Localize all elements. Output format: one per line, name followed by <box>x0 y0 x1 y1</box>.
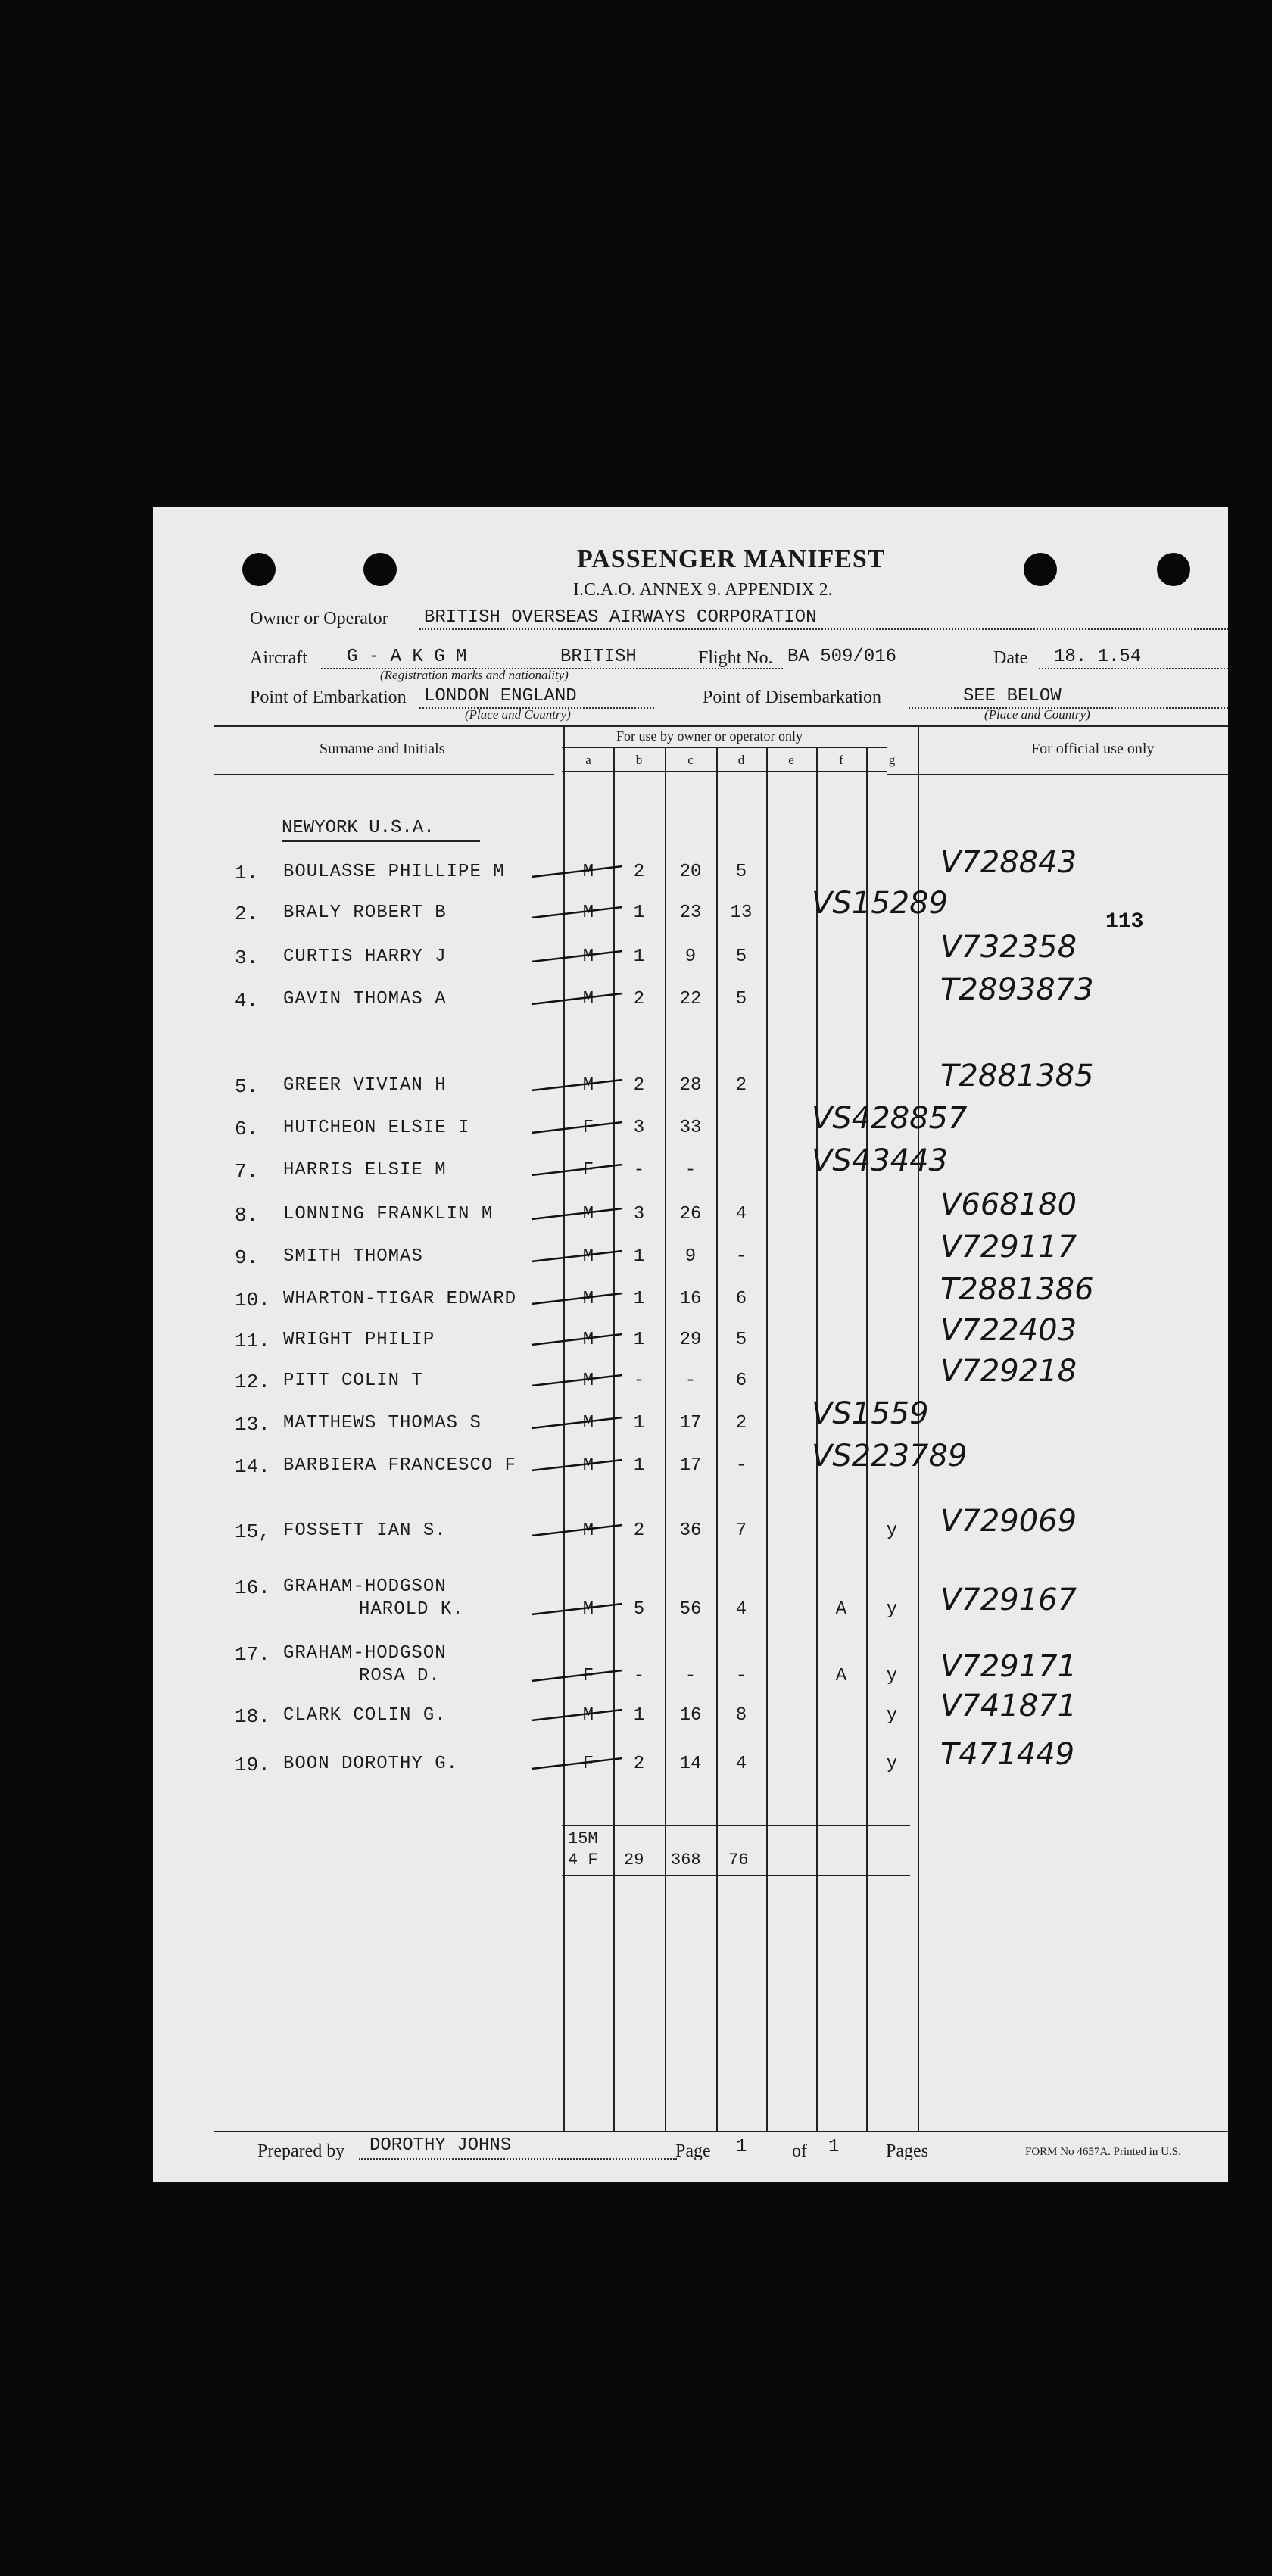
passenger-name: BRALY ROBERT B <box>283 903 447 923</box>
row-number: 12. <box>235 1371 270 1393</box>
passenger-name: PITT COLIN T <box>283 1371 423 1391</box>
col-header-e: e <box>788 753 794 767</box>
total-female: 4 F <box>568 1851 598 1870</box>
passenger-name: CURTIS HARRY J <box>283 947 447 967</box>
total-d: 76 <box>728 1851 749 1870</box>
embarkation-value: LONDON ENGLAND <box>424 686 577 706</box>
pages-label: Pages <box>886 2141 928 2161</box>
official-use-number: V741871 <box>940 1689 1077 1723</box>
passenger-name: WHARTON-TIGAR EDWARD <box>283 1289 517 1309</box>
cell-b: 2 <box>633 989 645 1009</box>
col-header-f: f <box>839 753 843 767</box>
row-number: 15, <box>235 1520 270 1543</box>
passenger-name: CLARK COLIN G. <box>283 1705 447 1726</box>
cell-g: y <box>886 1705 898 1726</box>
cell-d: 4 <box>735 1754 747 1774</box>
cell-b: 1 <box>633 1246 645 1267</box>
col-surname-header: Surname and Initials <box>320 741 445 757</box>
cell-d: 6 <box>735 1371 747 1391</box>
cell-d: 2 <box>735 1075 747 1096</box>
cell-f: A <box>835 1666 847 1686</box>
cell-a-sex: M <box>582 989 594 1009</box>
cell-d: 4 <box>735 1204 747 1224</box>
passenger-name: BOULASSE PHILLIPE M <box>283 862 505 882</box>
cell-c: - <box>684 1666 697 1686</box>
official-use-number: T2881385 <box>940 1059 1094 1093</box>
cell-c: 20 <box>679 862 702 882</box>
cell-a-sex: F <box>582 1754 594 1774</box>
cell-d: 5 <box>735 862 747 882</box>
column-rule <box>766 747 768 2131</box>
cell-d: 5 <box>735 1330 747 1350</box>
row-number: 16. <box>235 1576 270 1599</box>
cell-a-sex: M <box>582 1204 594 1224</box>
row-number: 2. <box>235 903 259 925</box>
cell-c: 9 <box>684 1246 697 1267</box>
prepared-value: DOROTHY JOHNS <box>369 2135 512 2156</box>
passenger-name: GAVIN THOMAS A <box>283 989 447 1009</box>
cell-c: 14 <box>679 1754 702 1774</box>
form-number: FORM No 4657A. Printed in U.S. <box>1025 2146 1181 2158</box>
official-use-number: VS1559 <box>812 1396 929 1431</box>
cell-d: 13 <box>730 903 753 923</box>
date-label: Date <box>993 648 1028 668</box>
cell-b: 1 <box>633 1289 645 1309</box>
cell-d: - <box>735 1246 747 1267</box>
passenger-name: HARRIS ELSIE M <box>283 1160 447 1180</box>
punch-hole <box>363 553 397 586</box>
owner-value: BRITISH OVERSEAS AIRWAYS CORPORATION <box>424 607 817 628</box>
official-use-number: T2893873 <box>940 972 1094 1007</box>
passenger-name: GRAHAM-HODGSON <box>283 1643 447 1664</box>
cell-a-sex: M <box>582 1330 594 1350</box>
official-use-number: V729117 <box>940 1230 1077 1265</box>
cell-a-sex: M <box>582 1371 594 1391</box>
cell-c: 56 <box>679 1599 702 1620</box>
disembarkation-label: Point of Disembarkation <box>703 688 881 707</box>
cell-g: y <box>886 1520 898 1541</box>
punch-hole <box>1157 553 1190 586</box>
cell-a-sex: M <box>582 947 594 967</box>
cell-b: 2 <box>633 1520 645 1541</box>
col-header-d: d <box>737 753 745 767</box>
col-owner-use-header: For use by owner or operator only <box>616 728 803 744</box>
cell-c: 17 <box>679 1455 702 1476</box>
cell-c: 17 <box>679 1413 702 1433</box>
cell-c: - <box>684 1371 697 1391</box>
total-male: 15M <box>568 1829 598 1848</box>
page-value: 1 <box>736 2137 747 2157</box>
row-number: 7. <box>235 1160 259 1183</box>
cell-c: 26 <box>679 1204 702 1224</box>
cell-b: - <box>633 1371 645 1391</box>
row-number: 1. <box>235 862 259 884</box>
cell-a-sex: M <box>582 1246 594 1267</box>
cell-b: 1 <box>633 947 645 967</box>
row-number: 3. <box>235 947 259 969</box>
row-number: 17. <box>235 1643 270 1666</box>
disembarkation-note: (Place and Country) <box>984 707 1090 722</box>
of-label: of <box>792 2141 807 2161</box>
row-number: 11. <box>235 1330 270 1352</box>
row-number: 6. <box>235 1118 259 1140</box>
passenger-name: MATTHEWS THOMAS S <box>283 1413 482 1433</box>
embarkation-label: Point of Embarkation <box>250 688 407 707</box>
registration-note: (Registration marks and nationality) <box>380 668 569 682</box>
official-use-number: VS15289 <box>812 886 948 921</box>
cell-b: 1 <box>633 1330 645 1350</box>
nationality-value: BRITISH <box>560 647 637 667</box>
cell-a-sex: M <box>582 1520 594 1541</box>
passenger-name: WRIGHT PHILIP <box>283 1330 435 1350</box>
cell-c: 16 <box>679 1289 702 1309</box>
date-value: 18. 1.54 <box>1054 647 1142 667</box>
official-use-number: V729069 <box>940 1504 1077 1539</box>
cell-d: - <box>735 1666 747 1686</box>
official-use-number: VS223789 <box>812 1439 968 1474</box>
row-number: 18. <box>235 1705 270 1728</box>
official-use-number: VS43443 <box>812 1143 948 1178</box>
cell-c: 33 <box>679 1118 702 1138</box>
passenger-name: LONNING FRANKLIN M <box>283 1204 494 1224</box>
cell-b: 1 <box>633 1413 645 1433</box>
aircraft-value: G - A K G M <box>347 647 467 667</box>
document-title: PASSENGER MANIFEST <box>577 545 886 573</box>
col-header-a: a <box>585 753 591 767</box>
row-number: 14. <box>235 1455 270 1478</box>
manifest-sheet <box>153 507 1228 2182</box>
cell-d: 2 <box>735 1413 747 1433</box>
destination-label: NEWYORK U.S.A. <box>282 818 435 838</box>
official-use-number: V668180 <box>940 1187 1077 1222</box>
passenger-name: GRAHAM-HODGSON <box>283 1576 447 1597</box>
col-official-header: For official use only <box>1031 741 1155 757</box>
embarkation-note: (Place and Country) <box>465 707 571 722</box>
passenger-name: HUTCHEON ELSIE I <box>283 1118 470 1138</box>
cell-g: y <box>886 1666 898 1686</box>
cell-b: 1 <box>633 1455 645 1476</box>
cell-b: 5 <box>633 1599 645 1620</box>
owner-label: Owner or Operator <box>250 609 388 628</box>
cell-b: 3 <box>633 1118 645 1138</box>
cell-d: 7 <box>735 1520 747 1541</box>
flight-label: Flight No. <box>698 648 773 668</box>
official-use-number: V729171 <box>940 1649 1077 1684</box>
cell-a-sex: M <box>582 1075 594 1096</box>
cell-d: 6 <box>735 1289 747 1309</box>
document-subtitle: I.C.A.O. ANNEX 9. APPENDIX 2. <box>573 580 833 600</box>
cell-a-sex: M <box>582 1599 594 1620</box>
cell-a-sex: M <box>582 1289 594 1309</box>
cell-d: 8 <box>735 1705 747 1726</box>
col-header-b: b <box>635 753 643 767</box>
cell-b: - <box>633 1160 645 1180</box>
col-header-g: g <box>888 753 896 767</box>
total-c: 368 <box>671 1851 701 1870</box>
cell-c: 22 <box>679 989 702 1009</box>
official-use-number: V729167 <box>940 1583 1077 1617</box>
punch-hole <box>1024 553 1057 586</box>
cell-a-sex: F <box>582 1666 594 1686</box>
cell-c: 36 <box>679 1520 702 1541</box>
cell-c: 29 <box>679 1330 702 1350</box>
passenger-name: GREER VIVIAN H <box>283 1075 447 1096</box>
cell-b: 1 <box>633 1705 645 1726</box>
cell-d: 5 <box>735 989 747 1009</box>
passenger-name: SMITH THOMAS <box>283 1246 423 1267</box>
cell-c: 23 <box>679 903 702 923</box>
row-number: 19. <box>235 1754 270 1776</box>
cell-g: y <box>886 1599 898 1620</box>
cell-b: 3 <box>633 1204 645 1224</box>
row-number: 13. <box>235 1413 270 1436</box>
cell-a-sex: M <box>582 1705 594 1726</box>
official-use-number: V722403 <box>940 1313 1077 1348</box>
cell-a-sex: F <box>582 1160 594 1180</box>
flight-value: BA 509/016 <box>787 647 897 667</box>
row-number: 5. <box>235 1075 259 1098</box>
cell-a-sex: M <box>582 903 594 923</box>
official-use-number: V728843 <box>940 845 1077 880</box>
page-mark-113: 113 <box>1105 910 1144 934</box>
passenger-name: BARBIERA FRANCESCO F <box>283 1455 517 1476</box>
cell-b: 1 <box>633 903 645 923</box>
passenger-name: FOSSETT IAN S. <box>283 1520 447 1541</box>
cell-b: 2 <box>633 862 645 882</box>
official-use-number: V732358 <box>940 930 1077 965</box>
official-use-number: T471449 <box>940 1737 1075 1772</box>
cell-a-sex: M <box>582 1413 594 1433</box>
cell-c: 28 <box>679 1075 702 1096</box>
official-use-number: V729218 <box>940 1354 1077 1389</box>
disembarkation-value: SEE BELOW <box>963 686 1062 706</box>
prepared-label: Prepared by <box>257 2141 345 2161</box>
cell-g: y <box>886 1754 898 1774</box>
cell-d: 5 <box>735 947 747 967</box>
cell-a-sex: M <box>582 1455 594 1476</box>
page-label: Page <box>675 2141 711 2161</box>
cell-b: 2 <box>633 1754 645 1774</box>
passenger-name: BOON DOROTHY G. <box>283 1754 459 1774</box>
cell-c: - <box>684 1160 697 1180</box>
cell-b: 2 <box>633 1075 645 1096</box>
cell-a-sex: M <box>582 862 594 882</box>
cell-d: - <box>735 1455 747 1476</box>
row-number: 9. <box>235 1246 259 1269</box>
cell-c: 9 <box>684 947 697 967</box>
cell-d: 4 <box>735 1599 747 1620</box>
row-number: 4. <box>235 989 259 1012</box>
cell-a-sex: F <box>582 1118 594 1138</box>
passenger-name-line2: ROSA D. <box>359 1666 441 1686</box>
cell-b: - <box>633 1666 645 1686</box>
col-header-c: c <box>687 753 694 767</box>
of-value: 1 <box>828 2137 840 2157</box>
row-number: 10. <box>235 1289 270 1311</box>
cell-c: 16 <box>679 1705 702 1726</box>
row-number: 8. <box>235 1204 259 1227</box>
cell-f: A <box>835 1599 847 1620</box>
official-use-number: VS428857 <box>812 1101 968 1136</box>
aircraft-label: Aircraft <box>250 648 307 668</box>
official-use-number: T2881386 <box>940 1272 1094 1307</box>
passenger-name-line2: HAROLD K. <box>359 1599 464 1620</box>
total-b: 29 <box>624 1851 644 1870</box>
punch-hole <box>242 553 276 586</box>
